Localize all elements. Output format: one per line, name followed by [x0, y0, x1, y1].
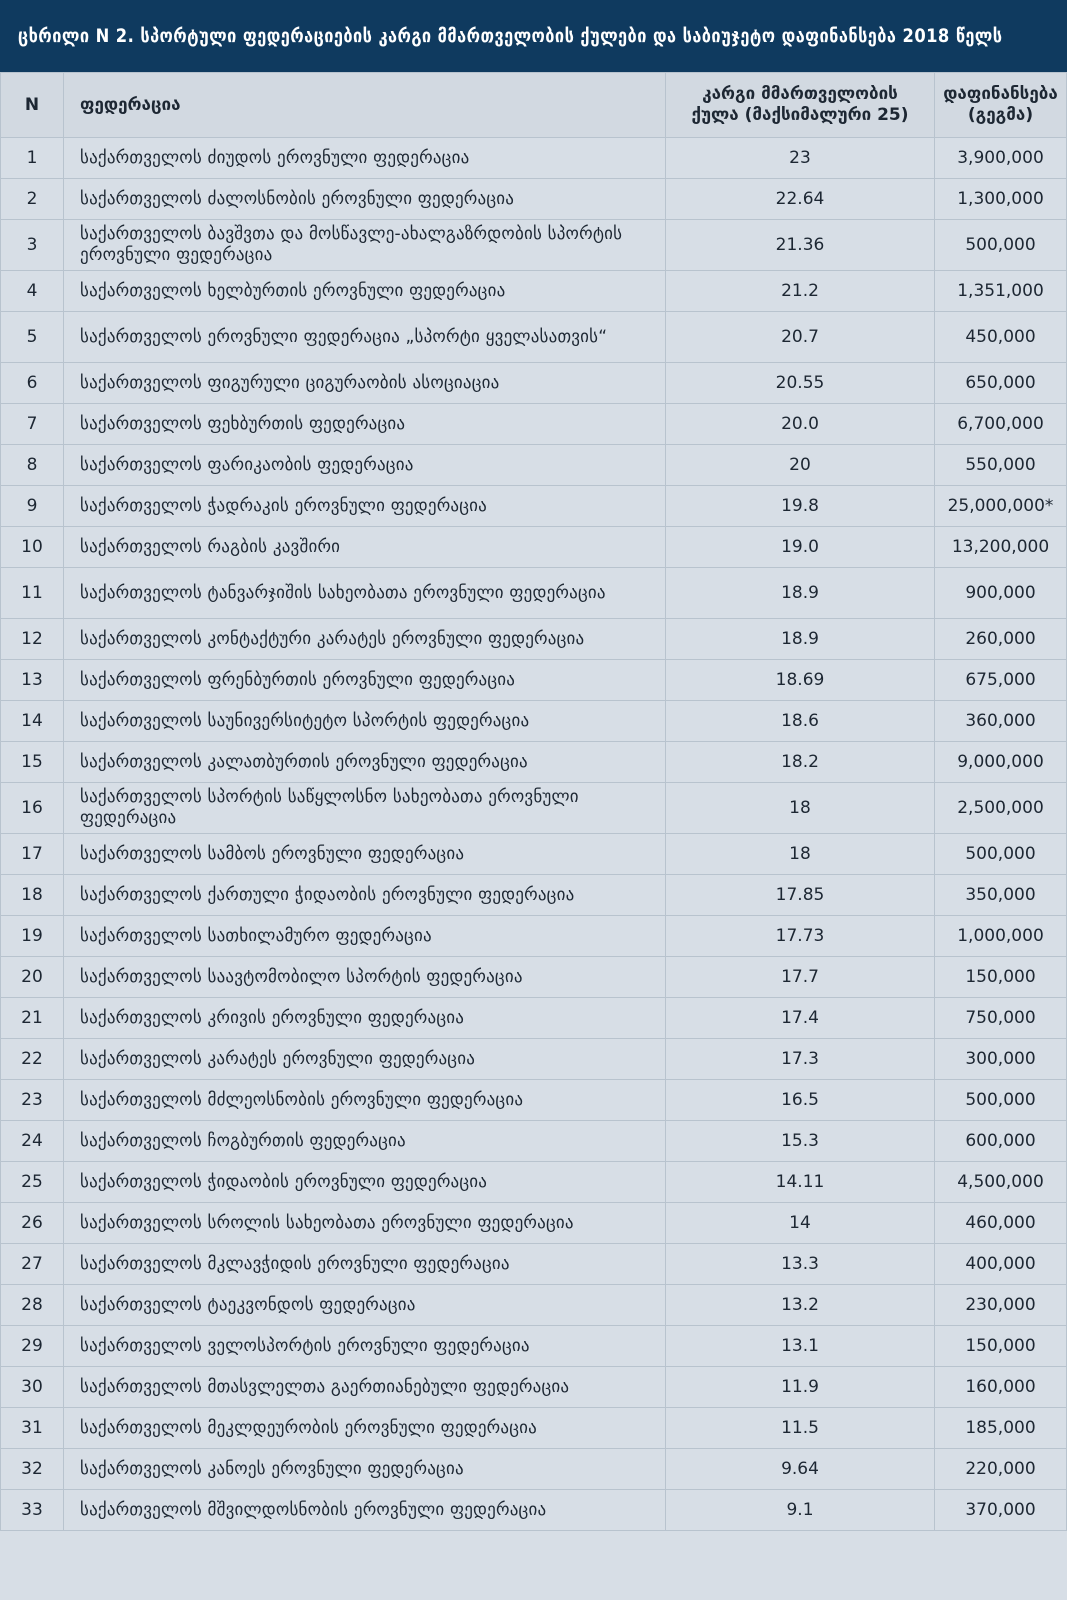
score-cell: 14 — [666, 1203, 935, 1244]
header-n: N — [1, 73, 64, 138]
score-cell: 20.7 — [666, 312, 935, 363]
table-row — [1, 404, 1067, 445]
row-number-cell: 1 — [1, 138, 64, 179]
row-number-cell: 22 — [1, 1039, 64, 1080]
score-cell: 18 — [666, 783, 935, 834]
federation-name-cell: საქართველოს კანოეს ეროვნული ფედერაცია — [64, 1449, 666, 1490]
funding-cell: 1,351,000 — [935, 271, 1067, 312]
score-cell: 14.11 — [666, 1162, 935, 1203]
table-row — [1, 1326, 1067, 1367]
table-row — [1, 742, 1067, 783]
table-row — [1, 1121, 1067, 1162]
funding-cell: 300,000 — [935, 1039, 1067, 1080]
header-score — [666, 73, 935, 138]
score-cell: 23 — [666, 138, 935, 179]
funding-cell: 260,000 — [935, 619, 1067, 660]
funding-cell: 230,000 — [935, 1285, 1067, 1326]
score-cell: 13.2 — [666, 1285, 935, 1326]
table-row — [1, 1490, 1067, 1531]
federation-name-cell: საქართველოს ფეხბურთის ფედერაცია — [64, 404, 666, 445]
federation-name-cell: საქართველოს კარატეს ეროვნული ფედერაცია — [64, 1039, 666, 1080]
federation-name-cell: საქართველოს კრივის ეროვნული ფედერაცია — [64, 998, 666, 1039]
table-row — [1, 916, 1067, 957]
row-number-cell: 25 — [1, 1162, 64, 1203]
funding-cell: 675,000 — [935, 660, 1067, 701]
funding-cell: 450,000 — [935, 312, 1067, 363]
funding-cell: 1,300,000 — [935, 179, 1067, 220]
score-cell: 21.2 — [666, 271, 935, 312]
federation-name-cell: საქართველოს ტაეკვონდოს ფედერაცია — [64, 1285, 666, 1326]
row-number-cell: 27 — [1, 1244, 64, 1285]
score-cell: 19.8 — [666, 486, 935, 527]
row-number-cell: 17 — [1, 834, 64, 875]
header-funding-line1: დაფინანსება — [943, 84, 1058, 104]
row-number-cell: 20 — [1, 957, 64, 998]
header-federation: ფედერაცია — [64, 73, 666, 138]
score-cell: 22.64 — [666, 179, 935, 220]
federation-name-cell: საქართველოს ხელბურთის ეროვნული ფედერაცია — [64, 271, 666, 312]
federation-name-cell: საქართველოს ჭიდაობის ეროვნული ფედერაცია — [64, 1162, 666, 1203]
row-number-cell: 23 — [1, 1080, 64, 1121]
table-row — [1, 701, 1067, 742]
funding-cell: 220,000 — [935, 1449, 1067, 1490]
score-cell: 17.85 — [666, 875, 935, 916]
funding-cell: 13,200,000 — [935, 527, 1067, 568]
row-number-cell: 12 — [1, 619, 64, 660]
row-number-cell: 16 — [1, 783, 64, 834]
funding-cell: 6,700,000 — [935, 404, 1067, 445]
table-row — [1, 875, 1067, 916]
row-number-cell: 3 — [1, 220, 64, 271]
header-score-line2: ქულა (მაქსიმალური 25) — [691, 105, 909, 125]
row-number-cell: 26 — [1, 1203, 64, 1244]
table-row — [1, 445, 1067, 486]
funding-cell: 370,000 — [935, 1490, 1067, 1531]
funding-cell: 185,000 — [935, 1408, 1067, 1449]
row-number-cell: 13 — [1, 660, 64, 701]
row-number-cell: 30 — [1, 1367, 64, 1408]
funding-cell: 400,000 — [935, 1244, 1067, 1285]
score-cell: 17.7 — [666, 957, 935, 998]
federation-name-cell: საქართველოს მშვილდოსნობის ეროვნული ფედერაცია — [64, 1490, 666, 1531]
table-row — [1, 1039, 1067, 1080]
funding-cell: 4,500,000 — [935, 1162, 1067, 1203]
funding-cell: 650,000 — [935, 363, 1067, 404]
funding-cell: 500,000 — [935, 1080, 1067, 1121]
table-title-bar — [0, 0, 1067, 72]
header-funding-line2: (გეგმა) — [967, 105, 1034, 125]
funding-cell: 1,000,000 — [935, 916, 1067, 957]
row-number-cell: 31 — [1, 1408, 64, 1449]
table-row — [1, 179, 1067, 220]
row-number-cell: 14 — [1, 701, 64, 742]
federation-name-cell: საქართველოს ქართული ჭიდაობის ეროვნული ფედერაცია — [64, 875, 666, 916]
row-number-cell: 32 — [1, 1449, 64, 1490]
score-cell: 11.9 — [666, 1367, 935, 1408]
funding-cell: 3,900,000 — [935, 138, 1067, 179]
score-cell: 20 — [666, 445, 935, 486]
federation-name-cell: საქართველოს ველოსპორტის ეროვნული ფედერაცია — [64, 1326, 666, 1367]
funding-cell: 750,000 — [935, 998, 1067, 1039]
table-row — [1, 220, 1067, 271]
federation-name-cell: საქართველოს ეროვნული ფედერაცია „სპორტი ყველასათვის“ — [64, 312, 666, 363]
row-number-cell: 5 — [1, 312, 64, 363]
table-row — [1, 957, 1067, 998]
score-cell: 21.36 — [666, 220, 935, 271]
federation-name-cell: საქართველოს სამბოს ეროვნული ფედერაცია — [64, 834, 666, 875]
federation-name-cell: საქართველოს მთასვლელთა გაერთიანებული ფედერაცია — [64, 1367, 666, 1408]
row-number-cell: 21 — [1, 998, 64, 1039]
funding-cell: 600,000 — [935, 1121, 1067, 1162]
row-number-cell: 24 — [1, 1121, 64, 1162]
table-row — [1, 1162, 1067, 1203]
row-number-cell: 15 — [1, 742, 64, 783]
table-row — [1, 312, 1067, 363]
federation-name-cell: საქართველოს ძალოსნობის ეროვნული ფედერაცია — [64, 179, 666, 220]
row-number-cell: 28 — [1, 1285, 64, 1326]
score-cell: 17.3 — [666, 1039, 935, 1080]
federation-name-cell: საქართველოს ტანვარჯიშის სახეობათა ეროვნული ფედერაცია — [64, 568, 666, 619]
funding-cell: 150,000 — [935, 1326, 1067, 1367]
table-row — [1, 783, 1067, 834]
score-cell: 17.4 — [666, 998, 935, 1039]
federation-name-cell: საქართველოს ფრენბურთის ეროვნული ფედერაცია — [64, 660, 666, 701]
row-number-cell: 8 — [1, 445, 64, 486]
row-number-cell: 7 — [1, 404, 64, 445]
federation-name-cell: საქართველოს მკლავჭიდის ეროვნული ფედერაცია — [64, 1244, 666, 1285]
funding-cell: 360,000 — [935, 701, 1067, 742]
table-row — [1, 363, 1067, 404]
federation-name-cell: საქართველოს სროლის სახეობათა ეროვნული ფედერაცია — [64, 1203, 666, 1244]
funding-cell: 550,000 — [935, 445, 1067, 486]
federation-name-cell: საქართველოს სათხილამურო ფედერაცია — [64, 916, 666, 957]
table-row — [1, 1203, 1067, 1244]
federation-name-cell: საქართველოს ძიუდოს ეროვნული ფედერაცია — [64, 138, 666, 179]
funding-cell: 500,000 — [935, 220, 1067, 271]
row-number-cell: 29 — [1, 1326, 64, 1367]
federation-name-cell: საქართველოს საავტომობილო სპორტის ფედერაცია — [64, 957, 666, 998]
row-number-cell: 2 — [1, 179, 64, 220]
funding-cell: 460,000 — [935, 1203, 1067, 1244]
score-cell: 18.9 — [666, 619, 935, 660]
federation-name-cell: საქართველოს საუნივერსიტეტო სპორტის ფედერაცია — [64, 701, 666, 742]
table-row — [1, 568, 1067, 619]
table-row — [1, 138, 1067, 179]
row-number-cell: 10 — [1, 527, 64, 568]
table-row — [1, 1408, 1067, 1449]
federation-name-cell: საქართველოს ჩოგბურთის ფედერაცია — [64, 1121, 666, 1162]
header-funding — [935, 73, 1067, 138]
table-header-row — [1, 73, 1067, 138]
row-number-cell: 33 — [1, 1490, 64, 1531]
funding-cell: 900,000 — [935, 568, 1067, 619]
funding-cell: 350,000 — [935, 875, 1067, 916]
score-cell: 18.9 — [666, 568, 935, 619]
table-row — [1, 1244, 1067, 1285]
federation-name-cell: საქართველოს რაგბის კავშირი — [64, 527, 666, 568]
federation-name-cell: საქართველოს ფარიკაობის ფედერაცია — [64, 445, 666, 486]
row-number-cell: 9 — [1, 486, 64, 527]
federations-table — [0, 72, 1067, 1531]
federation-name-cell: საქართველოს კალათბურთის ეროვნული ფედერაცია — [64, 742, 666, 783]
score-cell: 11.5 — [666, 1408, 935, 1449]
federation-name-cell: საქართველოს ჭადრაკის ეროვნული ფედერაცია — [64, 486, 666, 527]
federation-name-cell: საქართველოს ბავშვთა და მოსწავლე-ახალგაზრდობის სპორტის ეროვნული ფედერაცია — [64, 220, 666, 271]
table-row — [1, 1367, 1067, 1408]
score-cell: 17.73 — [666, 916, 935, 957]
score-cell: 18 — [666, 834, 935, 875]
score-cell: 19.0 — [666, 527, 935, 568]
federation-name-cell: საქართველოს კონტაქტური კარატეს ეროვნული ფედერაცია — [64, 619, 666, 660]
table-row — [1, 660, 1067, 701]
funding-cell: 2,500,000 — [935, 783, 1067, 834]
table-row — [1, 527, 1067, 568]
score-cell: 18.6 — [666, 701, 935, 742]
row-number-cell: 6 — [1, 363, 64, 404]
table-title: ცხრილი N 2. სპორტული ფედერაციების კარგი მმართველობის ქულები და საბიუჯეტო დაფინანსება 2018 წელს — [18, 25, 1003, 47]
table-row — [1, 1285, 1067, 1326]
table-row — [1, 1449, 1067, 1490]
funding-cell: 150,000 — [935, 957, 1067, 998]
score-cell: 20.55 — [666, 363, 935, 404]
table-row — [1, 619, 1067, 660]
funding-cell: 25,000,000* — [935, 486, 1067, 527]
score-cell: 18.2 — [666, 742, 935, 783]
table-row — [1, 998, 1067, 1039]
table-row — [1, 1080, 1067, 1121]
score-cell: 13.1 — [666, 1326, 935, 1367]
row-number-cell: 11 — [1, 568, 64, 619]
table-row — [1, 271, 1067, 312]
funding-cell: 500,000 — [935, 834, 1067, 875]
score-cell: 15.3 — [666, 1121, 935, 1162]
row-number-cell: 18 — [1, 875, 64, 916]
funding-cell: 160,000 — [935, 1367, 1067, 1408]
federation-name-cell: საქართველოს მეკლდეურობის ეროვნული ფედერაცია — [64, 1408, 666, 1449]
score-cell: 9.64 — [666, 1449, 935, 1490]
federation-name-cell: საქართველოს ფიგურული ციგურაობის ასოციაცია — [64, 363, 666, 404]
row-number-cell: 4 — [1, 271, 64, 312]
score-cell: 13.3 — [666, 1244, 935, 1285]
score-cell: 20.0 — [666, 404, 935, 445]
score-cell: 9.1 — [666, 1490, 935, 1531]
row-number-cell: 19 — [1, 916, 64, 957]
table-row — [1, 486, 1067, 527]
header-score-line1: კარგი მმართველობის — [702, 84, 898, 104]
table-row — [1, 834, 1067, 875]
federation-name-cell: საქართველოს მძლეოსნობის ეროვნული ფედერაცია — [64, 1080, 666, 1121]
score-cell: 16.5 — [666, 1080, 935, 1121]
funding-cell: 9,000,000 — [935, 742, 1067, 783]
score-cell: 18.69 — [666, 660, 935, 701]
federation-name-cell: საქართველოს სპორტის საწყლოსნო სახეობათა ეროვნული ფედერაცია — [64, 783, 666, 834]
